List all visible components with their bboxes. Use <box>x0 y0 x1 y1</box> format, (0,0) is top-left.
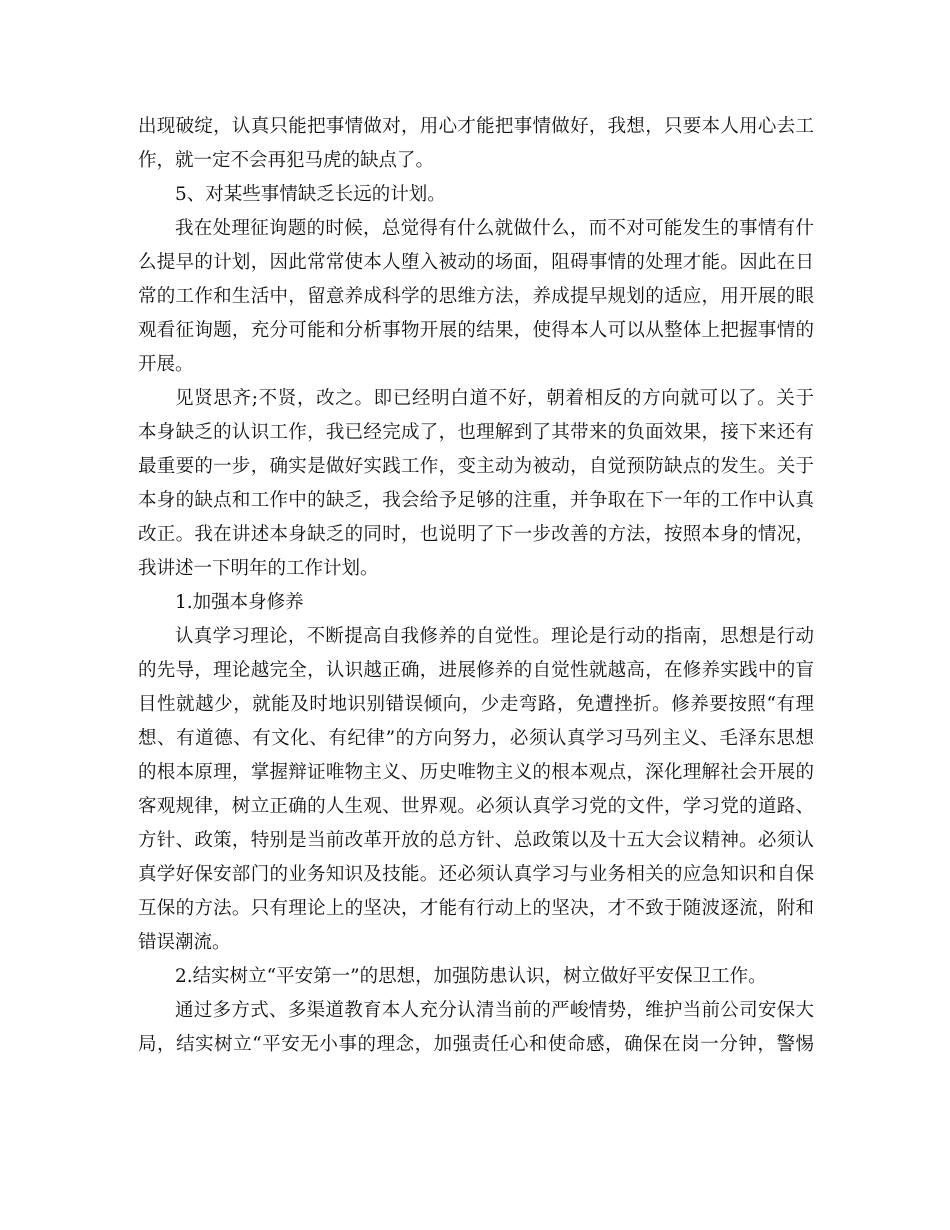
text-line: 作，就一定不会再犯马虎的缺点了。 <box>138 150 435 171</box>
text-line: 么提早的计划，因此常常使本人堕入被动的场面，阻碍事情的处理才能。因此在日 <box>138 252 814 273</box>
text-line: 的先导，理论越完全，认识越正确，进展修养的自觉性就越高，在修养实践中的盲 <box>138 660 814 681</box>
text-line: 错误潮流。 <box>138 932 231 953</box>
text-line: 认真学习理论，不断提高自我修养的自觉性。理论是行动的指南，思想是行动 <box>175 626 814 647</box>
text-line: 目性就越少，就能及时地识别错误倾向，少走弯路，免遭挫折。修养要按照“有理 <box>138 694 814 715</box>
text-line: 5、对某些事情缺乏长远的计划。 <box>175 184 446 205</box>
text-line: 最重要的一步，确实是做好实践工作，变主动为被动，自觉预防缺点的发生。关于 <box>138 456 814 477</box>
text-line: 我讲述一下明年的工作计划。 <box>138 558 379 579</box>
text-line: 2.结实树立“平安第一”的思想，加强防患认识，树立做好平安保卫工作。 <box>175 966 767 987</box>
text-line: 本身缺乏的认识工作，我已经完成了，也理解到了其带来的负面效果，接下来还有 <box>138 422 814 443</box>
text-line: 见贤思齐;不贤，改之。即已经明白道不好，朝着相反的方向就可以了。关于 <box>175 388 814 409</box>
text-line: 出现破绽，认真只能把事情做对，用心才能把事情做好，我想，只要本人用心去工 <box>138 116 814 137</box>
text-line: 通过多方式、多渠道教育本人充分认清当前的严峻情势，维护当前公司安保大 <box>175 1000 814 1021</box>
text-line: 我在处理征询题的时候，总觉得有什么就做什么，而不对可能发生的事情有什 <box>175 218 814 239</box>
text-line: 客观规律，树立正确的人生观、世界观。必须认真学习党的文件，学习党的道路、 <box>138 796 814 817</box>
text-line: 的根本原理，掌握辩证唯物主义、历史唯物主义的根本观点，深化理解社会开展的 <box>138 762 814 783</box>
text-line: 改正。我在讲述本身缺乏的同时，也说明了下一步改善的方法，按照本身的情况， <box>138 524 814 545</box>
text-line: 1.加强本身修养 <box>175 592 304 613</box>
text-line: 局，结实树立“平安无小事的理念，加强责任心和使命感，确保在岗一分钟，警惕 <box>138 1034 814 1055</box>
text-line: 互保的方法。只有理论上的坚决，才能有行动上的坚决，才不致于随波逐流，附和 <box>138 898 814 919</box>
text-line: 开展。 <box>138 354 194 375</box>
text-line: 真学好保安部门的业务知识及技能。还必须认真学习与业务相关的应急知识和自保 <box>138 864 814 885</box>
document-page <box>138 110 814 1062</box>
text-line: 本身的缺点和工作中的缺乏，我会给予足够的注重，并争取在下一年的工作中认真 <box>138 490 814 511</box>
text-line: 观看征询题，充分可能和分析事物开展的结果，使得本人可以从整体上把握事情的 <box>138 320 814 341</box>
text-line: 想、有道德、有文化、有纪律”的方向努力，必须认真学习马列主义、毛泽东思想 <box>138 728 814 749</box>
text-line: 方针、政策，特别是当前改革开放的总方针、总政策以及十五大会议精神。必须认 <box>138 830 814 851</box>
text-line: 常的工作和生活中，留意养成科学的思维方法，养成提早规划的适应，用开展的眼 <box>138 286 814 307</box>
